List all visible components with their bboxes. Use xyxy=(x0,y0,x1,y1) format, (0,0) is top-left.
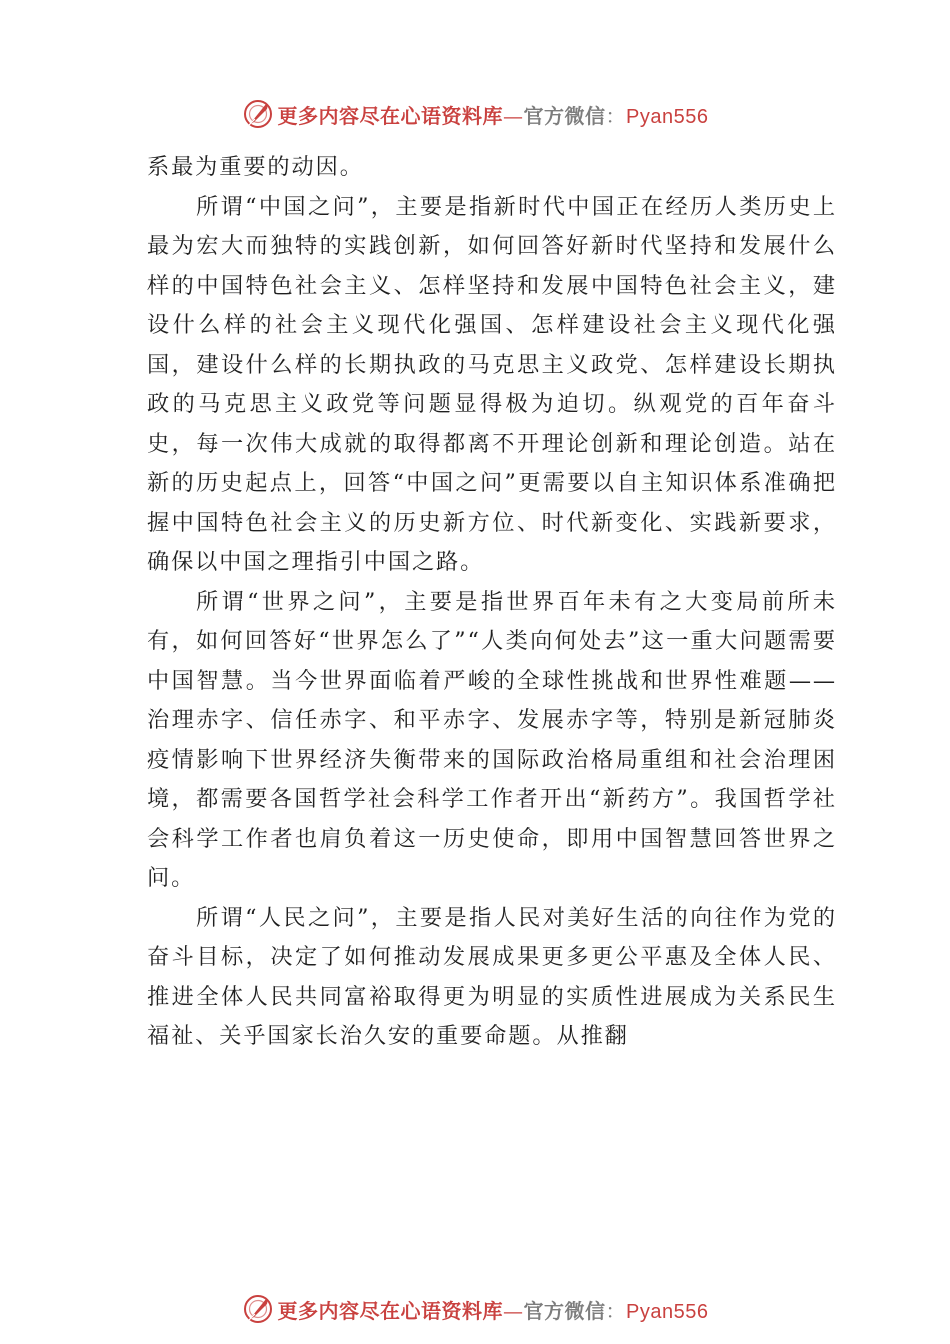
banner-wechat-id: Pyan556 xyxy=(626,105,709,128)
banner-separator: — xyxy=(503,103,524,128)
footer-banner-text xyxy=(278,1295,709,1324)
paragraph-world-question: 所谓“世界之问”，主要是指世界百年未有之大变局前所未有，如何回答好“世界怎么了”“人类向何处去”这一重大问题需要中国智慧。当今世界面临着严峻的全球性挑战和世界性难题——治理赤字、信任赤字、和平赤字、发展赤字等，特别是新冠肺炎疫情影响下世界经济失衡带来的国际政治格局重组和社会治理困境，都需要各国哲学社会科学工作者开出“新药方”。我国哲学社会科学工作者也肩负着这一历史使命，即用中国智慧回答世界之问。 xyxy=(147,588,837,891)
quill-pen-logo-icon xyxy=(242,1293,274,1325)
document-body xyxy=(147,148,837,1057)
banner-wechat-id: Pyan556 xyxy=(626,1300,709,1323)
banner-colon: ： xyxy=(605,1298,627,1323)
quill-pen-logo-icon xyxy=(242,98,274,130)
banner-slogan: 更多内容尽在心语资料库 xyxy=(277,103,504,128)
footer-watermark-banner xyxy=(0,1292,950,1326)
banner-colon: ： xyxy=(605,103,627,128)
banner-official-label: 官方微信 xyxy=(523,103,606,128)
banner-separator: — xyxy=(503,1298,524,1323)
paragraph-people-question: 所谓“人民之问”，主要是指人民对美好生活的向往作为党的奋斗目标，决定了如何推动发展成果更多更公平惠及全体人民、推进全体人民共同富裕取得更为明显的实质性进展成为关系民生福祉、关乎国家长治久安的重要命题。从推翻 xyxy=(147,904,837,1049)
header-watermark-banner xyxy=(0,97,950,131)
header-banner-text xyxy=(278,100,709,129)
banner-official-label: 官方微信 xyxy=(523,1298,606,1323)
paragraph-continuation: 系最为重要的动因。 xyxy=(147,154,364,180)
paragraph-china-question: 所谓“中国之问”，主要是指新时代中国正在经历人类历史上最为宏大而独特的实践创新，如何回答好新时代坚持和发展什么样的中国特色社会主义、怎样坚持和发展中国特色社会主义，建设什么样的社会主义现代化强国、怎样建设社会主义现代化强国，建设什么样的长期执政的马克思主义政党、怎样建设长期执政的马克思主义政党等问题显得极为迫切。纵观党的百年奋斗史，每一次伟大成就的取得都离不开理论创新和理论创造。站在新的历史起点上，回答“中国之问”更需要以自主知识体系准确把握中国特色社会主义的历史新方位、时代新变化、实践新要求，确保以中国之理指引中国之路。 xyxy=(147,193,837,575)
banner-slogan: 更多内容尽在心语资料库 xyxy=(277,1298,504,1323)
